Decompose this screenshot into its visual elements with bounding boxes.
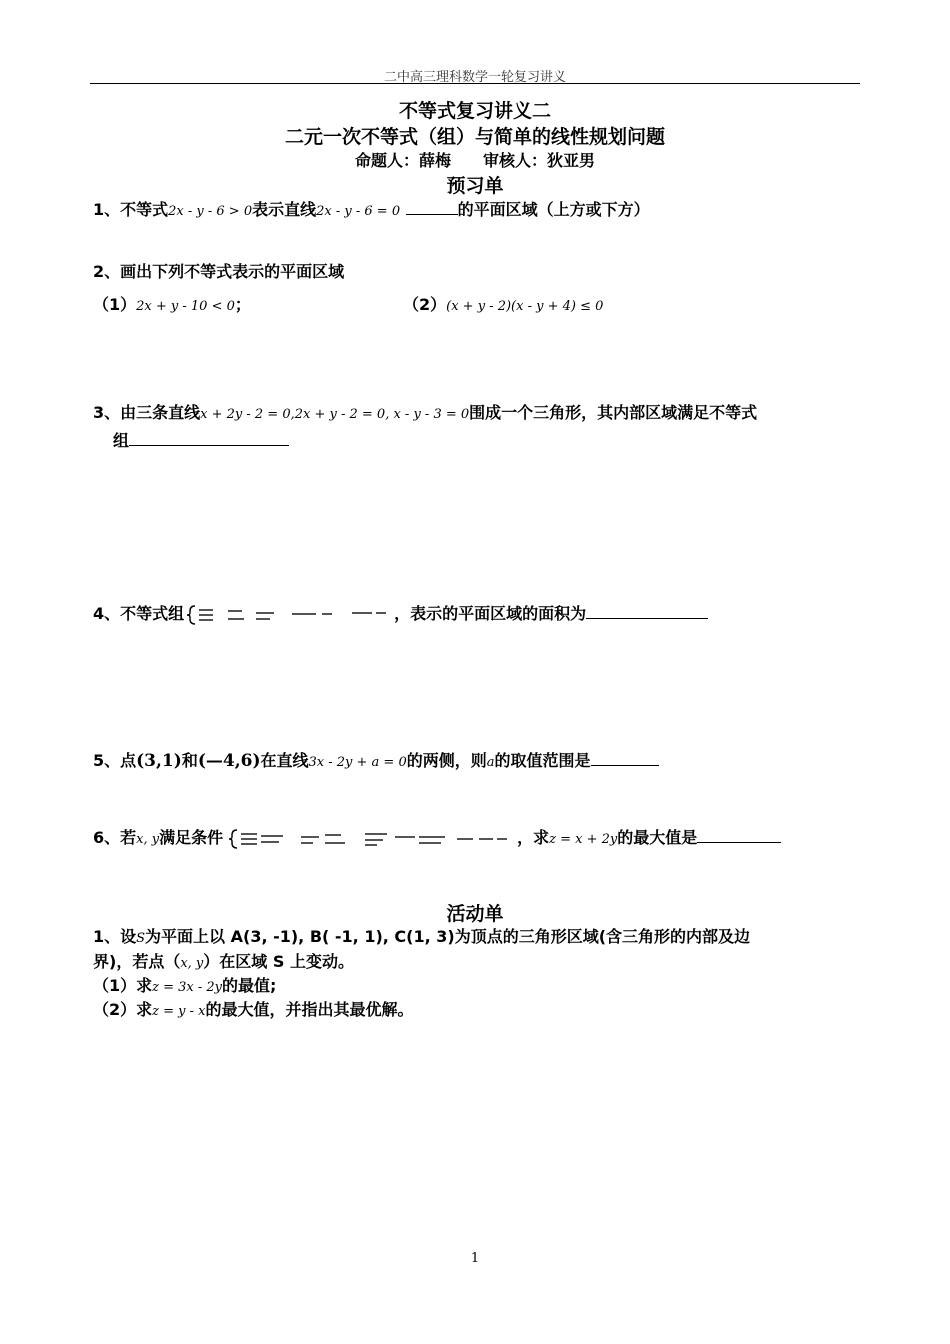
header-rule [90, 83, 860, 84]
document-subtitle: 二元一次不等式（组）与简单的线性规划问题 [284, 126, 665, 148]
q5-post: 的取值范围是 [494, 751, 591, 770]
q1-inequality: 2x - y - 6 > 0 [168, 204, 253, 219]
q5-and: 和 [181, 751, 198, 770]
q3-line2 [113, 428, 289, 451]
activity-1-sub-2 [93, 997, 414, 1020]
q6-pre: 6、若 [93, 828, 137, 847]
q2-part-2 [403, 292, 603, 315]
q2-p2-expr: (x + y - 2)(x - y + 4) ≤ 0 [446, 299, 604, 314]
q1-line: 2x - y - 6 = 0 [316, 204, 401, 219]
q5-point-1: (3,1) [136, 751, 182, 771]
q5-mid2: 的两侧，则 [406, 751, 487, 770]
q3-lines: x + 2y - 2 = 0,2x + y - 2 = 0, x - y - 3 = 0 [200, 407, 470, 422]
q6-mid: 满足条件 [159, 828, 224, 847]
q1-mid: 表示直线 [252, 200, 317, 219]
a1-s1-post: 的最值; [222, 976, 277, 995]
q2-p1-expr: 2x + y - 10 < 0 [136, 299, 235, 314]
a1-line2-vars: x, y [180, 956, 204, 971]
q2-part-1 [93, 292, 251, 315]
q3-answer-blank[interactable] [129, 430, 289, 446]
question-5 [93, 748, 659, 771]
a1-s1-pre: （1）求 [93, 976, 153, 995]
a1-line2-post: ）在区域 S 上变动。 [203, 952, 354, 971]
question-1 [93, 197, 650, 220]
question-4 [93, 601, 708, 626]
q4-inequality-system-image [186, 604, 392, 626]
q4-post: ，表示的平面区域的面积为 [394, 604, 587, 623]
q5-point-2: (—4,6) [197, 751, 261, 771]
q1-post: 的平面区域（上方或下方） [457, 200, 650, 219]
q6-vars: x, y [136, 832, 160, 847]
authors-line: 命题人：薛梅 审核人：狄亚男 [354, 151, 595, 170]
a1-S: S [136, 931, 146, 946]
a1-s2-pre: （2）求 [93, 1000, 153, 1019]
section-preview-title: 预习单 [446, 175, 504, 197]
document-title: 不等式复习讲义二 [398, 100, 551, 122]
a1-line2-pre: 界)，若点（ [93, 952, 181, 971]
q6-post: 的最大值是 [617, 828, 698, 847]
q3-line2-text: 组 [113, 431, 130, 450]
q6-mid2: ，求 [517, 828, 550, 847]
a1-s1-expr: z = 3x - 2y [152, 980, 223, 995]
a1-s2-post: 的最大值，并指出其最优解。 [205, 1000, 414, 1019]
a1-s2-expr: z = y - x [152, 1004, 206, 1019]
activity-1-sub-1 [93, 973, 276, 996]
activity-1-line2 [93, 949, 354, 972]
q6-inequality-system-image [225, 828, 515, 850]
page-number: 1 [470, 1251, 480, 1266]
q3-post: 围成一个三角形，其内部区域满足不等式 [469, 403, 758, 422]
question-2: 2、画出下列不等式表示的平面区域 [93, 262, 345, 281]
section-activity-title: 活动单 [446, 903, 504, 925]
q2-p2-label: （2） [403, 295, 447, 314]
q4-answer-blank[interactable] [586, 603, 708, 619]
page-header: 二中高三理科数学一轮复习讲义 [383, 70, 566, 85]
q2-p1-label: （1） [93, 295, 137, 314]
q5-param: a [486, 755, 495, 770]
q1-pre: 1、不等式 [93, 200, 169, 219]
a1-line1-post: 为平面上以 A(3, -1), B( -1, 1), C(1, 3)为顶点的三角形区域(含三角形的内部及边 [145, 927, 751, 946]
q5-answer-blank[interactable] [591, 750, 659, 766]
q6-objective: z = x + 2y [549, 832, 618, 847]
question-3 [93, 400, 757, 423]
q2-p1-end: ； [234, 295, 251, 314]
q3-pre: 3、由三条直线 [93, 403, 201, 422]
q5-mid: 在直线 [260, 751, 309, 770]
q4-pre: 4、不等式组 [93, 604, 185, 623]
q1-answer-blank[interactable] [406, 199, 458, 215]
q5-line-expr: 3x - 2y + a = 0 [308, 755, 407, 770]
activity-1-line1 [93, 924, 750, 947]
a1-pre: 1、设 [93, 927, 137, 946]
q5-pre: 5、点 [93, 751, 137, 770]
question-6 [93, 825, 781, 850]
q6-answer-blank[interactable] [697, 827, 781, 843]
